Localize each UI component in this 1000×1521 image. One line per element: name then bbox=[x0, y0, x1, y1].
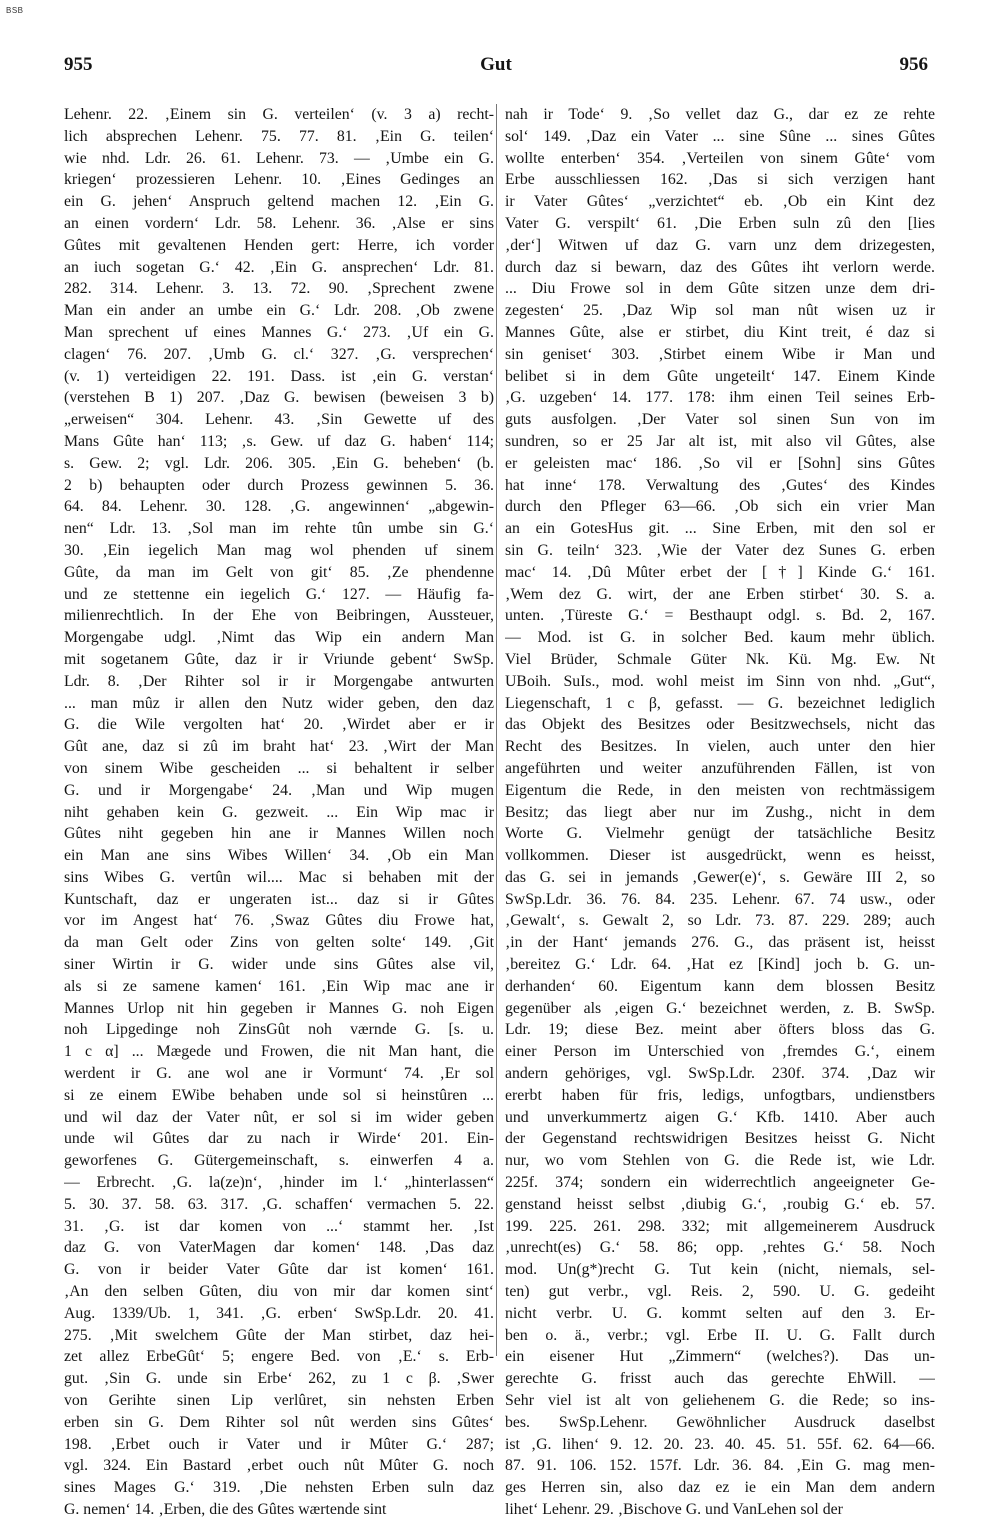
text-line: (v. 1) verteidigen 22. 191. Dass. ist ‚ein G. verstan‘ bbox=[64, 367, 494, 385]
text-line: Gûtes mit gevaltenen Henden gert: Herre, ich vorder bbox=[64, 236, 494, 254]
text-line: ‚G. uzgeben‘ 14. 177. 178: ihm einen Teil seines Erb- bbox=[505, 389, 935, 407]
text-line: 30. ‚Ein iegelich Man mag wol phenden uf sinem bbox=[64, 541, 494, 559]
text-line: Ldr. 8. ‚Der Rihter sol ir ir Morgengabe antwurten bbox=[64, 672, 494, 690]
text-line: clagen‘ 76. 207. ‚Umb G. cl.‘ 327. ‚G. versprechen‘ bbox=[64, 345, 494, 363]
text-line: (verstehen B 1) 207. ‚Daz G. bewisen (beweisen 3 b) bbox=[64, 389, 494, 407]
text-line: Aug. 1339/Ub. 1, 341. ‚G. erben‘ SwSp.Ldr. 20. 41. bbox=[64, 1304, 494, 1322]
text-line: er geleisten mac‘ 186. ‚So vil er [Sohn] sins Gûtes bbox=[505, 454, 935, 472]
text-line: lihet‘ Lehenr. 29. ‚Bischove G. und VanLehen sol der bbox=[505, 1501, 843, 1518]
text-line: Sehr viel ist alt von geliehenem G. die Rede; so ins- bbox=[505, 1392, 935, 1410]
text-line: Gûtes niht gegeben hin ane ir Mannes Willen noch bbox=[64, 825, 494, 843]
text-line: vgl. 324. Ein Bastard ‚erbet ouch nût Mûter G. noch bbox=[64, 1457, 494, 1475]
text-line: 199. 225. 261. 298. 332; mit allgemeinerem Ausdruck bbox=[505, 1217, 935, 1235]
text-line: ten) gut verbr., vgl. Reis. 2, 590. U. G. gedeiht bbox=[505, 1283, 935, 1301]
text-line: ererbt haben für fris, ledigs, unfogtbars, undienstbers bbox=[505, 1086, 935, 1104]
text-line: lich absprechen Lehenr. 75. 77. 81. ‚Ein G. teilen‘ bbox=[64, 127, 494, 145]
text-line: ... Diu Frowe sol in dem Gûte sitzen unze dem dri- bbox=[505, 280, 935, 298]
text-line: Gûte, da man im Gelt von git‘ 85. ‚Ze phendenne bbox=[64, 563, 494, 581]
text-line: G. von ir beider Vater Gûte dar ist komen‘ 161. bbox=[64, 1261, 494, 1279]
text-line: „erweisen“ 304. Lehenr. 43. ‚Sin Gewette uf des bbox=[64, 411, 494, 429]
text-line: an iuch sogetan G.‘ 42. ‚Ein G. ansprechen‘ Ldr. 81. bbox=[64, 258, 494, 276]
text-line: ‚der‘] Witwen uf daz G. varn unz dem drizegesten, bbox=[505, 236, 935, 254]
text-line: Gût ane, daz si zû im braht hat‘ 23. ‚Wirt der Man bbox=[64, 738, 494, 756]
text-line: Mannes Gûte, alse er stirbet, diu Kint treit, é daz si bbox=[505, 323, 935, 341]
text-line: sol‘ 149. ‚Daz ein Vater ... sine Sûne ... sines Gûtes bbox=[505, 127, 935, 145]
text-line: nicht verbr. U. G. kommt selten auf den 3. Er- bbox=[505, 1304, 935, 1322]
text-line: 282. 314. Lehenr. 3. 13. 72. 90. ‚Sprechent zwene bbox=[64, 280, 494, 298]
text-line: das G. sei in jemands ‚Gewer(e)‘, s. Gewäre III 2, so bbox=[505, 868, 935, 886]
text-line: wie nhd. Ldr. 26. 61. Lehenr. 73. — ‚Umbe ein G. bbox=[64, 149, 494, 167]
text-line: gerechte G. frisst auch das gerechte EhWill. — bbox=[505, 1370, 935, 1388]
text-line: Ldr. 19; diese Bez. meint aber öfters bloss das G. bbox=[505, 1021, 935, 1039]
text-line: unten. ‚Türeste G.‘ = Besthaupt odgl. s. Bd. 2, 167. bbox=[505, 607, 935, 625]
text-line: daz G. von VaterMagen dar komen‘ 148. ‚Das daz bbox=[64, 1239, 494, 1257]
page-header bbox=[64, 54, 928, 80]
text-line: andern gehöriges, vgl. SwSp.Ldr. 230f. 374. ‚Daz wir bbox=[505, 1065, 935, 1083]
text-line: — Mod. ist G. in solcher Bed. kaum mehr üblich. bbox=[505, 629, 935, 647]
text-line: erben sin G. Dem Rihter sol nût werden sins Gûtes‘ bbox=[64, 1413, 494, 1431]
text-line: noh Lipgedinge noh ZinsGût noh værnde G. [s. u. bbox=[64, 1021, 494, 1039]
text-line: ein eisener Hut „Zimmern“ (welches?). Das un- bbox=[505, 1348, 935, 1366]
page-number-left: 955 bbox=[64, 54, 93, 75]
text-line: geworfenes G. Gütergemeinschaft, s. einwerfen 4 a. bbox=[64, 1152, 494, 1170]
text-line: Liegenschaft, 1 c β, gefasst. — G. bezeichnet lediglich bbox=[505, 694, 935, 712]
text-line: einer Person im Unterschied von ‚fremdes G.‘, einem bbox=[505, 1043, 935, 1061]
text-line: gegenüber als ‚eigen G.‘ bezeichnet werden, z. B. SwSp. bbox=[505, 999, 935, 1017]
text-line: mit sogetanem Gûte, daz ir ir Vriunde gebent‘ SwSp. bbox=[64, 650, 494, 668]
text-line: sin G. teiln‘ 323. ‚Wie der Vater dez Sunes G. erben bbox=[505, 541, 935, 559]
text-line: Man ein ander an umbe ein G.‘ Ldr. 208. ‚Ob zwene bbox=[64, 302, 494, 320]
text-line: 2 b) behaupten oder durch Prozess gewinnen 5. 36. bbox=[64, 476, 494, 494]
text-line: sins Wibes G. vertûn wil.... Mac si behaben mit der bbox=[64, 868, 494, 886]
text-line: s. Gew. 2; vgl. Ldr. 206. 305. ‚Ein G. beheben‘ (b. bbox=[64, 454, 494, 472]
text-line: niht gehaben kein G. gezweit. ... Ein Wip mac ir bbox=[64, 803, 494, 821]
text-line: 198. ‚Erbet ouch ir Vater und ir Mûter G.‘ 287; bbox=[64, 1435, 494, 1453]
text-line: Worte G. Vielmehr genügt der tatsächliche Besitz bbox=[505, 825, 935, 843]
text-line: Erbe ausschliessen 162. ‚Das si sich verzigen hant bbox=[505, 171, 935, 189]
text-line: nen“ Ldr. 13. ‚Sol man im rehte tûn umbe sin G.‘ bbox=[64, 520, 494, 538]
text-line: Mannes Urlop nit hin gegeben ir Mannes G. noh Eigen bbox=[64, 999, 494, 1017]
text-line: Vater G. verspilt‘ 61. ‚Die Erben suln zû den [lies bbox=[505, 214, 935, 232]
text-line: si ze einem EWibe behaben unde sol si heinstûren ... bbox=[64, 1086, 494, 1104]
text-line: werdent ir G. ane wol ane ir Vormunt‘ 74. ‚Er sol bbox=[64, 1065, 494, 1083]
text-line: UBoih. SuIs., mod. wohl meist im Sinn von nhd. „Gut“, bbox=[505, 672, 935, 690]
text-line: durch den Pfleger 63—66. ‚Ob sich ein vrier Man bbox=[505, 498, 935, 516]
text-line: Mans Gûte han‘ 113; ‚s. Gew. uf daz G. haben‘ 114; bbox=[64, 432, 494, 450]
text-line: an ein GotesHus git. ... Sine Erben, mit den sol er bbox=[505, 520, 935, 538]
text-line: sundren, so er 25 Jar alt ist, mit also vil Gûtes, alse bbox=[505, 432, 935, 450]
text-line: nur, wo vom Stehlen von G. die Rede ist, wie Ldr. bbox=[505, 1152, 935, 1170]
text-line: Viel Brüder, Schmale Güter Nk. Kü. Mg. Ew. Nt bbox=[505, 650, 935, 668]
text-line: kriegen‘ prozessieren Lehenr. 10. ‚Eines Gedinges an bbox=[64, 171, 494, 189]
text-line: ges Herren sin, also daz ez ie ein Man dem andern bbox=[505, 1479, 935, 1497]
text-line: wollte enterben‘ 354. ‚Verteilen von sinem Gûte‘ vom bbox=[505, 149, 935, 167]
text-line: 64. 84. Lehenr. 30. 128. ‚G. angewinnen‘ „abgewin- bbox=[64, 498, 494, 516]
text-line: ist ‚G. lihen‘ 9. 12. 20. 23. 40. 45. 51. 55f. 62. 64—66. bbox=[505, 1435, 935, 1453]
text-line: das Objekt des Besitzes oder Besitzwechsels, nicht das bbox=[505, 716, 935, 734]
text-line: milienrechtlich. In der Ehe von Beibringen, Aussteuer, bbox=[64, 607, 494, 625]
text-line: der Gegenstand rechtswidrigen Besitzes heisst G. Nicht bbox=[505, 1130, 935, 1148]
text-line: vollkommen. Dieser ist ausgedrückt, wenn es heisst, bbox=[505, 847, 935, 865]
text-line: 1 c α] ... Mægede und Frowen, die nit Man hant, die bbox=[64, 1043, 494, 1061]
text-line: ... man mûz ir allen den Nutz wider geben, den daz bbox=[64, 694, 494, 712]
text-line: nah ir Tode‘ 9. ‚So vellet daz G., dar ez ze rehte bbox=[505, 106, 935, 123]
text-line: 275. ‚Mit swelchem Gûte der Man stirbet, daz hei- bbox=[64, 1326, 494, 1344]
text-line: von sinem Wibe gescheiden ... si behaltent ir selber bbox=[64, 759, 494, 777]
text-line: und ze stettenne ein iegelich G.‘ 127. — Häufig fa- bbox=[64, 585, 494, 603]
text-line: siner Wirtin ir G. wider unde sins Gûtes alse vil, bbox=[64, 956, 494, 974]
text-line: mac‘ 14. ‚Dû Mûter erbet der [†] Kinde G.‘ 161. bbox=[505, 563, 935, 581]
text-line: zet allez ErbeGût‘ 5; engere Bed. von ‚E.‘ s. Erb- bbox=[64, 1348, 494, 1366]
text-line: ‚bereitez G.‘ Ldr. 64. ‚Hat ez [Kind] joch b. G. un- bbox=[505, 956, 935, 974]
text-line: bes. SwSp.Lehenr. Gewöhnlicher Ausdruck daselbst bbox=[505, 1413, 935, 1431]
text-line: genstand heisst selbst ‚diubig G.‘, ‚roubig G.‘ eb. 57. bbox=[505, 1195, 935, 1213]
running-headword: Gut bbox=[480, 54, 512, 75]
text-line: belibet si in dem Gûte ungeteilt‘ 147. Einem Kinde bbox=[505, 367, 935, 385]
text-line: ben o. ä., verbr.; vgl. Erbe II. U. G. Fallt durch bbox=[505, 1326, 935, 1344]
text-line: 87. 91. 106. 152. 157f. Ldr. 36. 84. ‚Ein G. mag men- bbox=[505, 1457, 935, 1475]
text-line: G. die Wile vergolten hat‘ 20. ‚Wirdet aber er ir bbox=[64, 716, 494, 734]
column-divider bbox=[496, 104, 497, 1356]
text-line: ‚Gewalt‘, s. Gewalt 2, so Ldr. 73. 87. 229. 289; auch bbox=[505, 912, 935, 930]
text-line: gut. ‚Sin G. unde sin Erbe‘ 262, zu 1 c β. ‚Swer bbox=[64, 1370, 494, 1388]
right-column bbox=[505, 104, 935, 1521]
text-line: Lehenr. 22. ‚Einem sin G. verteilen‘ (v. 3 a) recht- bbox=[64, 106, 494, 123]
text-line: 5. 30. 37. 58. 63. 317. ‚G. schaffen‘ vermachen 5. 22. bbox=[64, 1195, 494, 1213]
text-line: ein G. jehen‘ Anspruch geltend machen 12. ‚Ein G. bbox=[64, 193, 494, 211]
text-line: Recht des Besitzes. In vielen, auch unter den hier bbox=[505, 738, 935, 756]
text-line: G. und ir Morgengabe‘ 24. ‚Man und Wip mugen bbox=[64, 781, 494, 799]
text-line: und unverkummertz aigen G.‘ Kfb. 1410. Aber auch bbox=[505, 1108, 935, 1126]
text-line: ‚unrecht(es) G.‘ 58. 86; opp. ‚rehtes G.‘ 58. Noch bbox=[505, 1239, 935, 1257]
text-line: von Gerihte sinen Lip verlûret, sin nehsten Erben bbox=[64, 1392, 494, 1410]
text-line: ir Vater Gûtes‘ „verzichtet“ eb. ‚Ob ein Kint dez bbox=[505, 193, 935, 211]
text-line: ein Man ane sins Wibes Willen‘ 34. ‚Ob ein Man bbox=[64, 847, 494, 865]
text-line: ‚An den selben Gûten, diu von mir dar komen sint‘ bbox=[64, 1283, 494, 1301]
text-line: angeführten und weiter anzuführenden Fällen, ist von bbox=[505, 759, 935, 777]
text-line: guts ausfolgen. ‚Der Vater sol sinen Sun von im bbox=[505, 411, 935, 429]
library-stamp: BSB bbox=[6, 6, 24, 15]
text-line: Morgengabe udgl. ‚Nimt das Wip ein andern Man bbox=[64, 629, 494, 647]
text-line: ‚in der Hant‘ jemands 276. G., das präsent ist, heisst bbox=[505, 934, 935, 952]
text-line: Man sprechent uf eines Mannes G.‘ 273. ‚Uf ein G. bbox=[64, 323, 494, 341]
text-line: derhanden‘ 60. Eigentum kann dem blossen Besitz bbox=[505, 977, 935, 995]
text-line: Besitz; das liegt aber nur im Zushg., nicht in dem bbox=[505, 803, 935, 821]
text-line: durch daz si bewarn, daz des Gûtes iht verlorn werde. bbox=[505, 258, 935, 276]
text-line: G. nemen‘ 14. ‚Erben, die des Gûtes wærtende sint bbox=[64, 1501, 387, 1518]
text-line: mod. Un(g*)recht G. Tut kein (nicht, niemals, sel- bbox=[505, 1261, 935, 1279]
text-line: Kuntschaft, daz er ungeraten ist... daz si ir Gûtes bbox=[64, 890, 494, 908]
text-line: sines Mages G.‘ 319. ‚Die nehsten Erben suln daz bbox=[64, 1479, 494, 1497]
text-line: als si ze samene kamen‘ 161. ‚Ein Wip mac ane ir bbox=[64, 977, 494, 995]
page-number-right: 956 bbox=[899, 54, 928, 75]
text-line: unde wil Gûtes dar zu nach ir Wirde‘ 201. Ein- bbox=[64, 1130, 494, 1148]
text-line: da man Gelt oder Zins von gelten solte‘ 149. ‚Git bbox=[64, 934, 494, 952]
text-line: ‚Wem dez G. wirt, der ane Erben stirbet‘ 30. S. a. bbox=[505, 585, 935, 603]
text-line: 31. ‚G. ist dar komen von ...‘ stammt her. ‚Ist bbox=[64, 1217, 494, 1235]
text-line: und wil daz der Vater nût, er sol si im wider geben bbox=[64, 1108, 494, 1126]
left-column bbox=[64, 104, 494, 1521]
text-line: — Erbrecht. ‚G. la(ze)n‘, ‚hinder im l.‘ „hinterlassen“ bbox=[64, 1174, 494, 1192]
text-line: hat inne‘ 178. Verwaltung des ‚Gutes‘ des Kindes bbox=[505, 476, 935, 494]
text-line: 225f. 374; sondern ein widerrechtlich angeeigneter Ge- bbox=[505, 1174, 935, 1192]
text-line: Eigentum die Rede, in den meisten von rechtmässigem bbox=[505, 781, 935, 799]
text-line: sin geniset‘ 303. ‚Stirbet einem Wibe ir Man und bbox=[505, 345, 935, 363]
text-line: SwSp.Ldr. 36. 76. 84. 235. Lehenr. 67. 74 usw., oder bbox=[505, 890, 935, 908]
text-line: zegesten‘ 25. ‚Daz Wip sol man nût wisen uz ir bbox=[505, 302, 935, 320]
text-line: vor im Angest hat‘ 76. ‚Swaz Gûtes diu Frowe hat, bbox=[64, 912, 494, 930]
text-line: an einen vordern‘ Ldr. 58. Lehenr. 36. ‚Alse er sins bbox=[64, 214, 494, 232]
